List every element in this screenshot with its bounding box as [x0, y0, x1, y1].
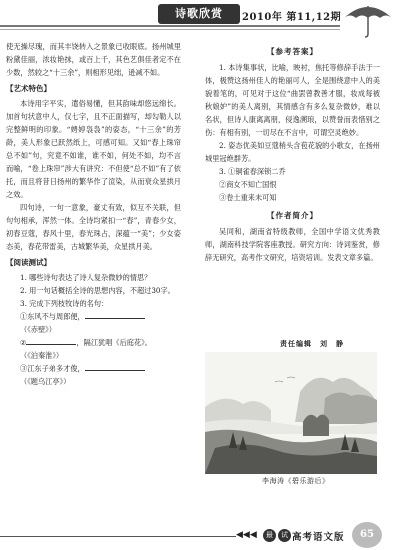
question-3b-text: ②: [20, 338, 27, 347]
art-paragraph-1: 本诗用字平实，遣俗易懂，但其韵味却悠远绵长。加首句状意中人，仅七字，且不正面描写，却勾勒人以完整鲜明的印象。“娉婷袅袅”的姿态，“十三余”的芳龄，美人形象已跃然纸上，可感可知。又如“春上珠帘总不如”句，究竟不如谁，谁不如，何处不如，均不言而喻，“卷上珠帘”涉大有讲究：不但使“总不如”有了依托，而且将昔日扬州的繁华作了渲染，从而衰众星拱月之效。: [6, 99, 181, 199]
footer-chip-2: 试: [278, 529, 291, 542]
right-column: [205, 40, 380, 264]
question-2: 2. 用一句话概括全诗的思想内容，不超过30字。: [20, 286, 175, 295]
question-3c-source: （《题乌江亭》）: [20, 377, 71, 386]
answer-blank[interactable]: [85, 310, 145, 319]
answer-blank[interactable]: [85, 362, 145, 371]
answer-heading: 【参考答案】: [267, 47, 318, 56]
issue-number: 2010年 第11,12期: [242, 12, 342, 23]
art-heading: 【艺术特色】: [6, 84, 51, 93]
question-3a-source: （《赤壁》）: [20, 325, 56, 334]
answer-2: 2. 姿态优美如豆蔻梢头含苞花貌的小歌女，在扬州城里冠绝群芳。: [205, 141, 380, 163]
answer-3b: ②商女不知亡国恨: [219, 180, 277, 189]
landscape-painting: [205, 352, 377, 474]
left-column: [6, 40, 181, 388]
umbrella-icon: [340, 2, 396, 38]
editor-credit: 责任编辑 刘 静: [280, 339, 344, 348]
reading-heading: 【阅读测试】: [6, 258, 51, 267]
page-header: [0, 0, 400, 40]
header-rule-thin: [0, 29, 340, 30]
author-paragraph: 吴同和，湖南省特级教师，全国中学语文优秀教师，湖南科技学院客座教授。研究方向：诗词鉴赏，修辞无研究，高考作文研究，培资培训。发表文章多篇。: [205, 227, 380, 262]
question-1: 1. 哪些诗句表达了诗人复杂微妙的情思？: [20, 273, 152, 282]
question-3b-tail: ，隔江犹唱《后庭花》。: [76, 338, 152, 347]
painting-caption: 李海涛《碧乐游后》: [262, 477, 330, 485]
page-number: 65: [352, 522, 382, 548]
answer-blank[interactable]: [26, 336, 76, 345]
question-3a-text: ①东风不与周郎便，: [20, 312, 85, 321]
answer-1: 1. 本诗集事状，比喻，映衬，焦托等修辞手法于一体，极赞这扬州佳人的艳丽可人，全是围绕意中人的美貌着笔的，可见对于这位“曲罢曾教善才服，妆成每被秋娘妒”的美人离别，其情感含有多么复杂微妙，难以名状，但诗人康离离朋，侵逸溯琅，以赞誉而表惜别之伤：有相有别，一切尽在不言中，可谓空灵绝妙。: [205, 63, 380, 137]
question-3b: [6, 336, 181, 349]
header-rule: [0, 25, 340, 27]
author-heading: 【作者简介】: [267, 211, 318, 220]
footer-title: 高考语文版: [292, 532, 345, 543]
question-3c: [6, 362, 181, 375]
footer-rule: [0, 536, 236, 537]
footer-chip-1: 最: [263, 529, 276, 542]
question-3: 3. 完成下列枝牧诗的名句：: [20, 299, 109, 308]
question-3a: [6, 310, 181, 323]
question-3c-text: ③江东子弟多才俊，: [20, 364, 85, 373]
art-paragraph-2: 四句诗，一句一意象，豪丈有致，似互不关联，但句句相承，浑然一体。全诗均紧扣一“春”，青春少女，初春豆蔻，春风十里，春光珠占，深蕴一“美”；少女姿态美，春花带雷美，古城繁华美，众星拱月美。: [6, 203, 181, 251]
footer-arrows-icon: ◀◀◀: [236, 530, 257, 540]
question-3b-source: （《泊秦淮》）: [20, 351, 64, 360]
answer-3a: 3. ①铜雀春深锁二乔: [219, 167, 286, 176]
answer-3c: ③卷土重来未可知: [219, 193, 277, 202]
intro-paragraph: 使无操尽瑰，而其丰饶转入之景象已收眼底。扬州城里粉黛佳丽，浓妆艳抹，或百上千，其色艺俱佳者定不在少数，然较之“十三余”，则相形见绌，逊减不如。: [6, 42, 181, 77]
column-logo: 诗歌欣赏: [158, 4, 240, 24]
